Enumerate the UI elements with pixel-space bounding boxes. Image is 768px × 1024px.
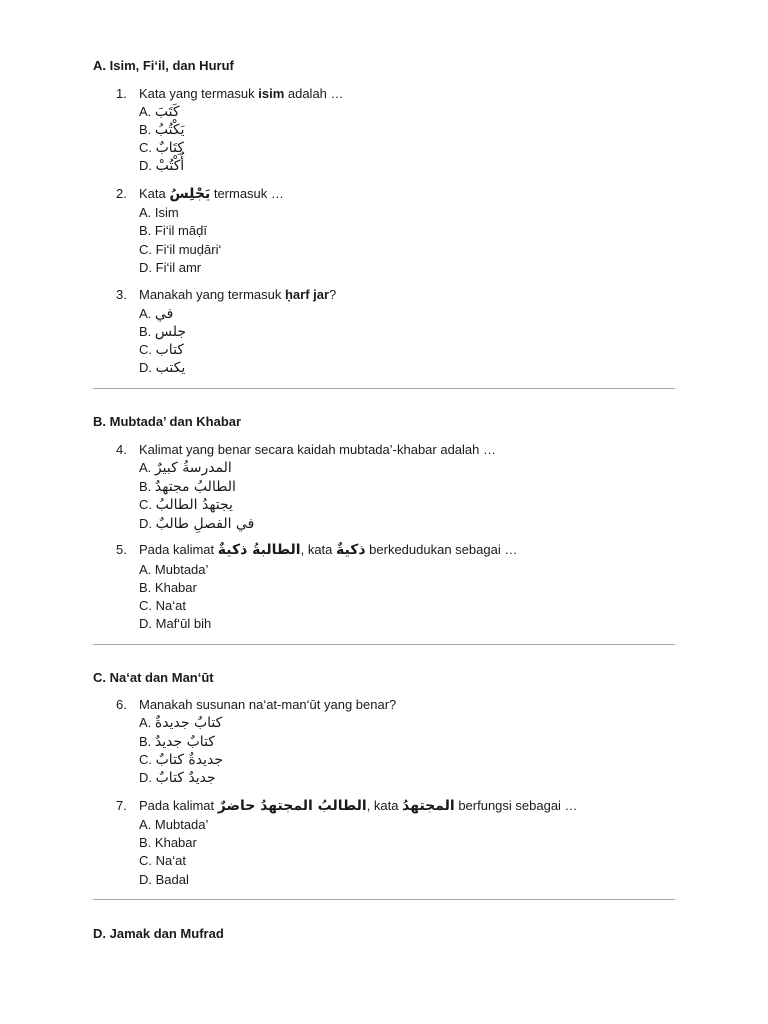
option-c bbox=[139, 140, 184, 156]
option-c bbox=[139, 752, 223, 768]
question-text bbox=[139, 86, 344, 101]
question-number: 4. bbox=[116, 442, 127, 457]
option-c bbox=[139, 342, 184, 358]
question-number: 5. bbox=[116, 542, 127, 557]
option-letter: D. bbox=[139, 360, 152, 375]
section-divider bbox=[93, 899, 675, 900]
option-text: Na‘at bbox=[155, 853, 186, 868]
option-letter: A. bbox=[139, 562, 152, 577]
option-text: Fi‘il muḍāri‘ bbox=[155, 242, 222, 257]
section-divider bbox=[93, 644, 675, 645]
option-a bbox=[139, 715, 222, 731]
question-keyword: الطالبةُ ذكيةٌ bbox=[217, 542, 301, 558]
option-letter: C. bbox=[139, 242, 152, 257]
question-number: 2. bbox=[116, 186, 127, 201]
option-c bbox=[139, 497, 233, 513]
option-letter: B. bbox=[139, 479, 152, 494]
option-b bbox=[139, 479, 236, 495]
option-d bbox=[139, 360, 185, 376]
option-letter: B. bbox=[139, 223, 152, 238]
option-letter: D. bbox=[139, 872, 152, 887]
question-text bbox=[139, 798, 578, 814]
option-text: كِتَابٌ bbox=[155, 140, 184, 156]
option-text: Maf‘ūl bih bbox=[155, 616, 212, 631]
option-text: أُكْتُبْ bbox=[155, 158, 185, 174]
question-text bbox=[139, 542, 517, 558]
option-a bbox=[139, 205, 179, 220]
option-text: Mubtada’ bbox=[154, 562, 209, 577]
option-a bbox=[139, 460, 232, 476]
question-number: 6. bbox=[116, 697, 127, 712]
question-text-pre: Kata yang termasuk bbox=[139, 86, 259, 101]
option-letter: A. bbox=[139, 715, 152, 730]
option-letter: C. bbox=[139, 497, 152, 512]
question-text-post-2: berfungsi sebagai … bbox=[454, 798, 578, 813]
option-text: Na‘at bbox=[155, 598, 186, 613]
option-letter: B. bbox=[139, 734, 152, 749]
option-letter: C. bbox=[139, 140, 152, 155]
option-text: جلس bbox=[154, 324, 187, 340]
option-text: المدرسةُ كبيرٌ bbox=[154, 460, 232, 476]
option-c bbox=[139, 598, 186, 613]
option-b bbox=[139, 223, 207, 238]
option-b bbox=[139, 580, 197, 595]
section-title-d: D. Jamak dan Mufrad bbox=[93, 926, 224, 941]
option-text: كتاب bbox=[155, 342, 184, 358]
option-letter: A. bbox=[139, 306, 152, 321]
option-b bbox=[139, 835, 197, 850]
option-d bbox=[139, 260, 201, 275]
question-keyword-2: ذكيةٌ bbox=[336, 542, 366, 558]
option-text: يَكْتُبُ bbox=[154, 122, 185, 138]
option-b bbox=[139, 324, 186, 340]
option-text: الطالبُ مجتهدٌ bbox=[154, 479, 236, 495]
option-a bbox=[139, 817, 208, 832]
option-text: كتابٌ جديدٌ bbox=[154, 734, 215, 750]
option-c bbox=[139, 242, 221, 257]
option-d bbox=[139, 770, 216, 786]
question-keyword: الطالبُ المجتهدُ حاضرٌ bbox=[217, 798, 367, 814]
question-text-post-2: berkedudukan sebagai … bbox=[365, 542, 518, 557]
question-text bbox=[139, 186, 284, 202]
option-letter: B. bbox=[139, 580, 152, 595]
section-title-b: B. Mubtada’ dan Khabar bbox=[93, 414, 242, 429]
option-letter: C. bbox=[139, 752, 152, 767]
question-text-post: , kata bbox=[300, 542, 337, 557]
option-text: في bbox=[154, 306, 174, 322]
option-letter: D. bbox=[139, 516, 152, 531]
option-d bbox=[139, 516, 254, 532]
option-letter: A. bbox=[139, 460, 152, 475]
option-letter: C. bbox=[139, 853, 152, 868]
option-d bbox=[139, 616, 211, 631]
question-text-pre: Manakah yang termasuk bbox=[139, 287, 285, 302]
option-a bbox=[139, 306, 173, 322]
question-text-post: adalah … bbox=[284, 86, 344, 101]
question-keyword: يَجْلِسُ bbox=[169, 186, 211, 202]
option-d bbox=[139, 158, 184, 174]
option-letter: D. bbox=[139, 158, 152, 173]
option-letter: B. bbox=[139, 324, 152, 339]
option-text: Fi‘il amr bbox=[155, 260, 202, 275]
option-c bbox=[139, 853, 186, 868]
question-text-post: ? bbox=[329, 287, 337, 302]
option-letter: C. bbox=[139, 342, 152, 357]
option-letter: A. bbox=[139, 817, 152, 832]
option-text: Isim bbox=[154, 205, 179, 220]
option-a bbox=[139, 562, 208, 577]
section-divider bbox=[93, 388, 675, 389]
question-text-pre: Pada kalimat bbox=[139, 542, 218, 557]
option-text: Badal bbox=[155, 872, 189, 887]
option-letter: B. bbox=[139, 835, 152, 850]
option-text: كتابٌ جديدةٌ bbox=[154, 715, 223, 731]
option-text: Khabar bbox=[154, 835, 197, 850]
option-b bbox=[139, 734, 215, 750]
section-title-c: C. Na‘at dan Man‘ūt bbox=[93, 670, 214, 685]
option-letter: D. bbox=[139, 260, 152, 275]
question-text bbox=[139, 287, 336, 302]
question-text-pre: Pada kalimat bbox=[139, 798, 218, 813]
option-text: Mubtada’ bbox=[154, 817, 209, 832]
option-text: يجتهدُ الطالبُ bbox=[155, 497, 233, 513]
question-number: 3. bbox=[116, 287, 127, 302]
question-text-post: , kata bbox=[366, 798, 403, 813]
question-keyword-2: المجتهدُ bbox=[402, 798, 455, 814]
option-letter: D. bbox=[139, 770, 152, 785]
option-a bbox=[139, 104, 180, 120]
option-b bbox=[139, 122, 185, 138]
option-text: Fi‘il māḍī bbox=[154, 223, 207, 238]
option-letter: D. bbox=[139, 616, 152, 631]
question-text-post: termasuk … bbox=[210, 186, 284, 201]
question-text: Manakah susunan na‘at-man‘ūt yang benar? bbox=[139, 697, 397, 712]
option-text: جديدةٌ كتابٌ bbox=[155, 752, 223, 768]
question-number: 1. bbox=[116, 86, 127, 101]
question-number: 7. bbox=[116, 798, 127, 813]
option-text: يكتب bbox=[155, 360, 186, 376]
option-text: جديدٌ كتابٌ bbox=[155, 770, 216, 786]
option-text: كَتَبَ bbox=[154, 104, 180, 120]
option-letter: C. bbox=[139, 598, 152, 613]
question-text-pre: Kata bbox=[139, 186, 170, 201]
option-letter: B. bbox=[139, 122, 152, 137]
option-text: في الفصلِ طالبٌ bbox=[155, 516, 255, 532]
option-text: Khabar bbox=[154, 580, 197, 595]
option-letter: A. bbox=[139, 205, 152, 220]
section-title-a: A. Isim, Fi‘il, dan Huruf bbox=[93, 58, 234, 73]
question-keyword: ḥarf jar bbox=[284, 287, 330, 302]
question-text: Kalimat yang benar secara kaidah mubtada’-khabar adalah … bbox=[139, 442, 496, 457]
question-keyword: isim bbox=[258, 86, 285, 101]
option-d bbox=[139, 872, 189, 887]
option-letter: A. bbox=[139, 104, 152, 119]
